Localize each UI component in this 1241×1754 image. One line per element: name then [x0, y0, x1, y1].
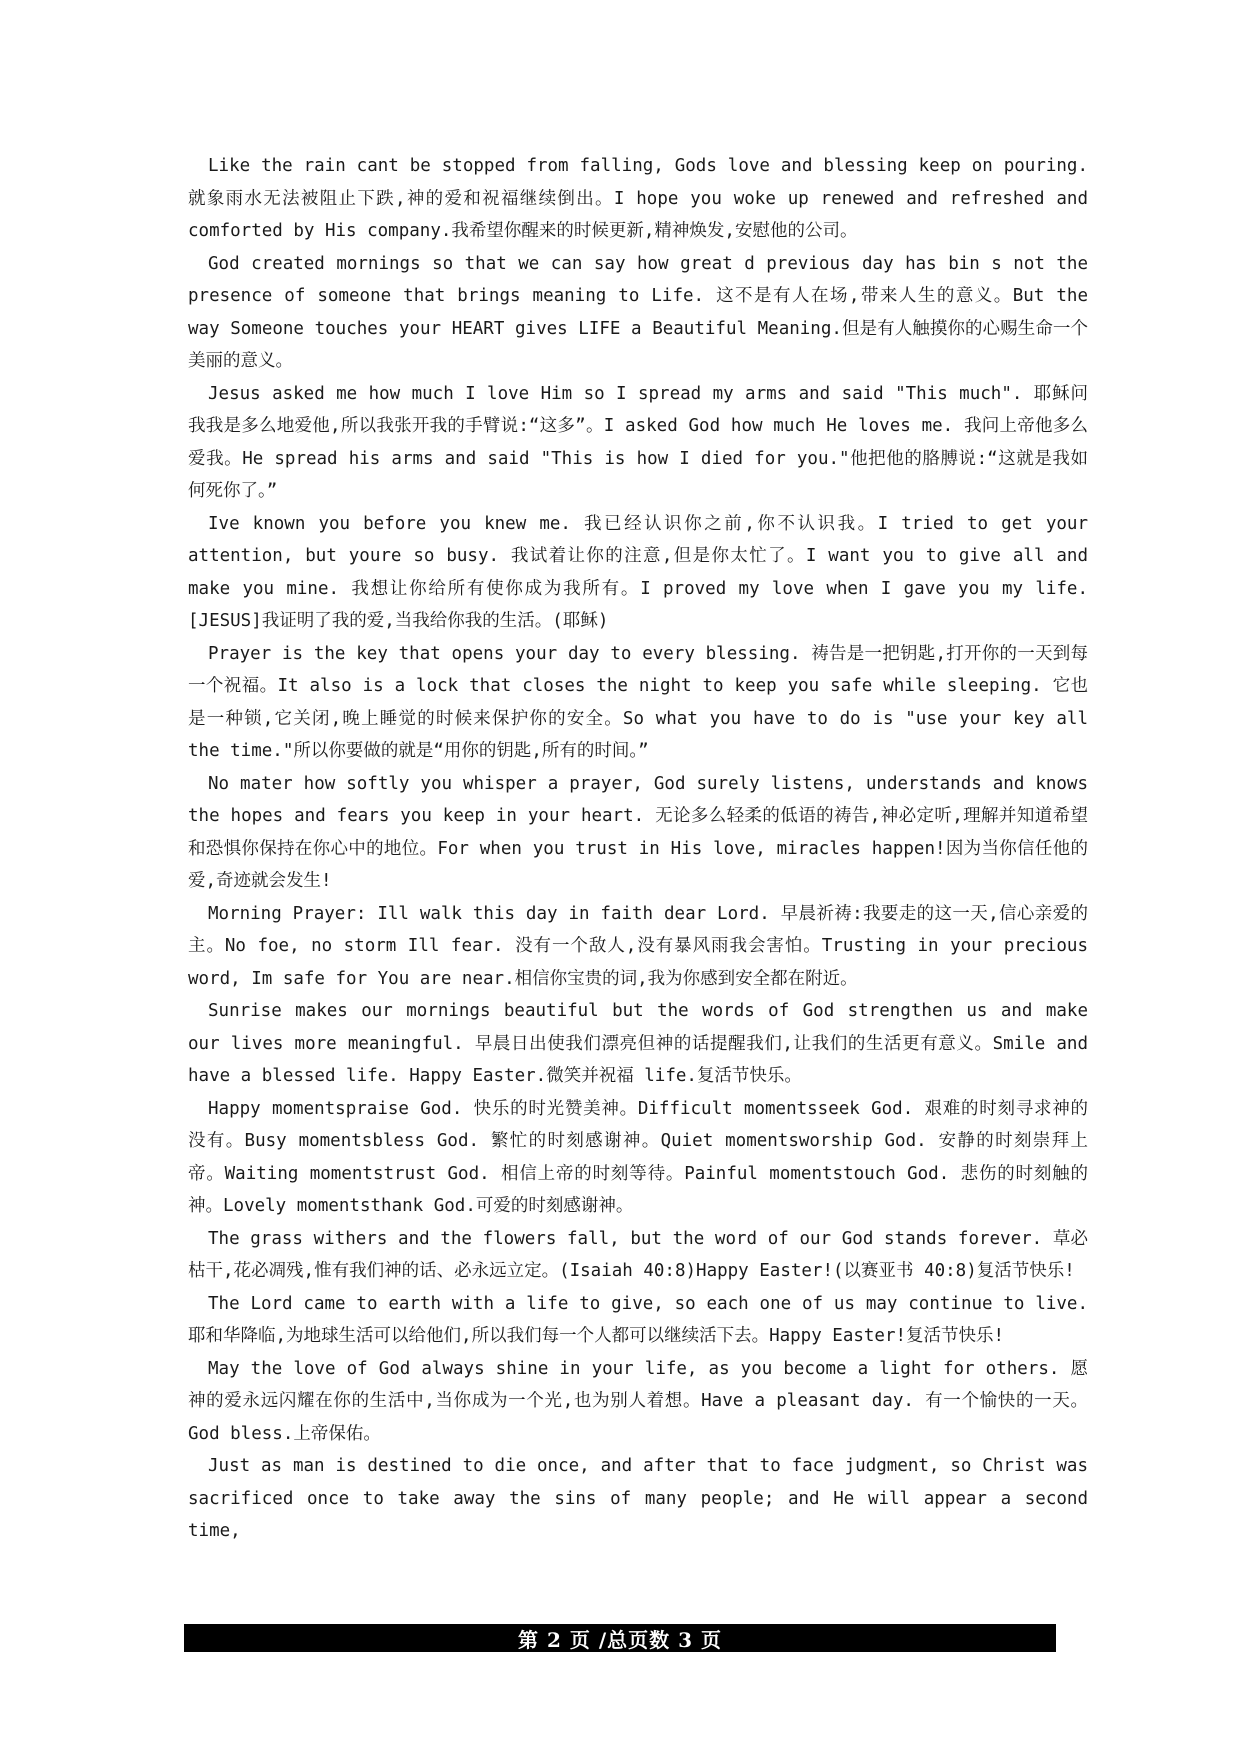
paragraph: Sunrise makes our mornings beautiful but the words of God strengthen us and make our lives more meaningful. 早晨日出使我们漂亮但神的话提醒我们,让我们的生活更有意义。Smile and have a blessed life. Happy Easter.微笑并祝福 life.复活节快乐。: [188, 1001, 1088, 1086]
paragraph: Prayer is the key that opens your day to every blessing. 祷告是一把钥匙,打开你的一天到每一个祝福。It also is a lock that closes the night to keep you safe while sleeping. 它也是一种锁,它关闭,晚上睡觉的时候来保护你的安全。So what you have to do is "use your key all the time."所以你要做的就是“用你的钥匙,所有的时间。”: [188, 643, 1088, 761]
paragraph: Morning Prayer: Ill walk this day in faith dear Lord. 早晨祈祷:我要走的这一天,信心亲爱的主。No foe, no storm Ill fear. 没有一个敌人,没有暴风雨我会害怕。Trusting in your precious word, Im safe for You are near.相信你宝贵的词,我为你感到安全都在附近。: [188, 903, 1088, 989]
paragraph: Like the rain cant be stopped from falling, Gods love and blessing keep on pouring. 就象雨水无法被阻止下跌,神的爱和祝福继续倒出。I hope you woke up renewed and refreshed and comforted by His company.我希望你醒来的时候更新,精神焕发,安慰他的公司。: [188, 156, 1088, 241]
page-number-label: 第 2 页 /总页数 3 页: [518, 1627, 722, 1652]
paragraph: God created mornings so that we can say how great d previous day has bin s not the presence of someone that brings meaning to Life. 这不是有人在场,带来人生的意义。But the way Someone touches your HEART gives LIFE a Beautiful Meaning.但是有人触摸你的心赐生命一个美丽的意义。: [188, 253, 1088, 371]
document-body: [188, 150, 1088, 1548]
paragraph: Ive known you before you knew me. 我已经认识你之前,你不认识我。I tried to get your attention, but youre so busy. 我试着让你的注意,但是你太忙了。I want you to give all and make you mine. 我想让你给所有使你成为我所有。I proved my love when I gave you my life. [JESUS]我证明了我的爱,当我给你我的生活。(耶稣): [188, 513, 1088, 631]
paragraph: No mater how softly you whisper a prayer, God surely listens, understands and knows the hopes and fears you keep in your heart. 无论多么轻柔的低语的祷告,神必定听,理解并知道希望和恐惧你保持在你心中的地位。For when you trust in His love, miracles happen!因为当你信任他的爱,奇迹就会发生!: [188, 773, 1088, 891]
paragraph: The Lord came to earth with a life to give, so each one of us may continue to live. 耶和华降临,为地球生活可以给他们,所以我们每一个人都可以继续活下去。Happy Easter!复活节快乐!: [188, 1293, 1088, 1346]
page-footer: [184, 1624, 1056, 1652]
paragraph: May the love of God always shine in your life, as you become a light for others. 愿神的爱永远闪耀在你的生活中,当你成为一个光,也为别人着想。Have a pleasant day. 有一个愉快的一天。God bless.上帝保佑。: [188, 1358, 1088, 1444]
paragraph: Jesus asked me how much I love Him so I spread my arms and said "This much". 耶稣问我我是多么地爱他,所以我张开我的手臂说:“这多”。I asked God how much He loves me. 我问上帝他多么爱我。He spread his arms and said "This is how I died for you."他把他的胳膊说:“这就是我如何死你了。”: [188, 383, 1088, 501]
paragraph: Just as man is destined to die once, and after that to face judgment, so Christ was sacrificed once to take away the sins of many people; and He will appear a second time,: [188, 1456, 1088, 1541]
paragraph: The grass withers and the flowers fall, but the word of our God stands forever. 草必枯干,花必凋残,惟有我们神的话、必永远立定。(Isaiah 40:8)Happy Easter!(以赛亚书 40:8)复活节快乐!: [188, 1228, 1088, 1281]
paragraph: Happy momentspraise God. 快乐的时光赞美神。Difficult momentsseek God. 艰难的时刻寻求神的没有。Busy momentsbless God. 繁忙的时刻感谢神。Quiet momentsworship God. 安静的时刻崇拜上帝。Waiting momentstrust God. 相信上帝的时刻等待。Painful momentstouch God. 悲伤的时刻触的神。Lovely momentsthank God.可爱的时刻感谢神。: [188, 1098, 1088, 1216]
